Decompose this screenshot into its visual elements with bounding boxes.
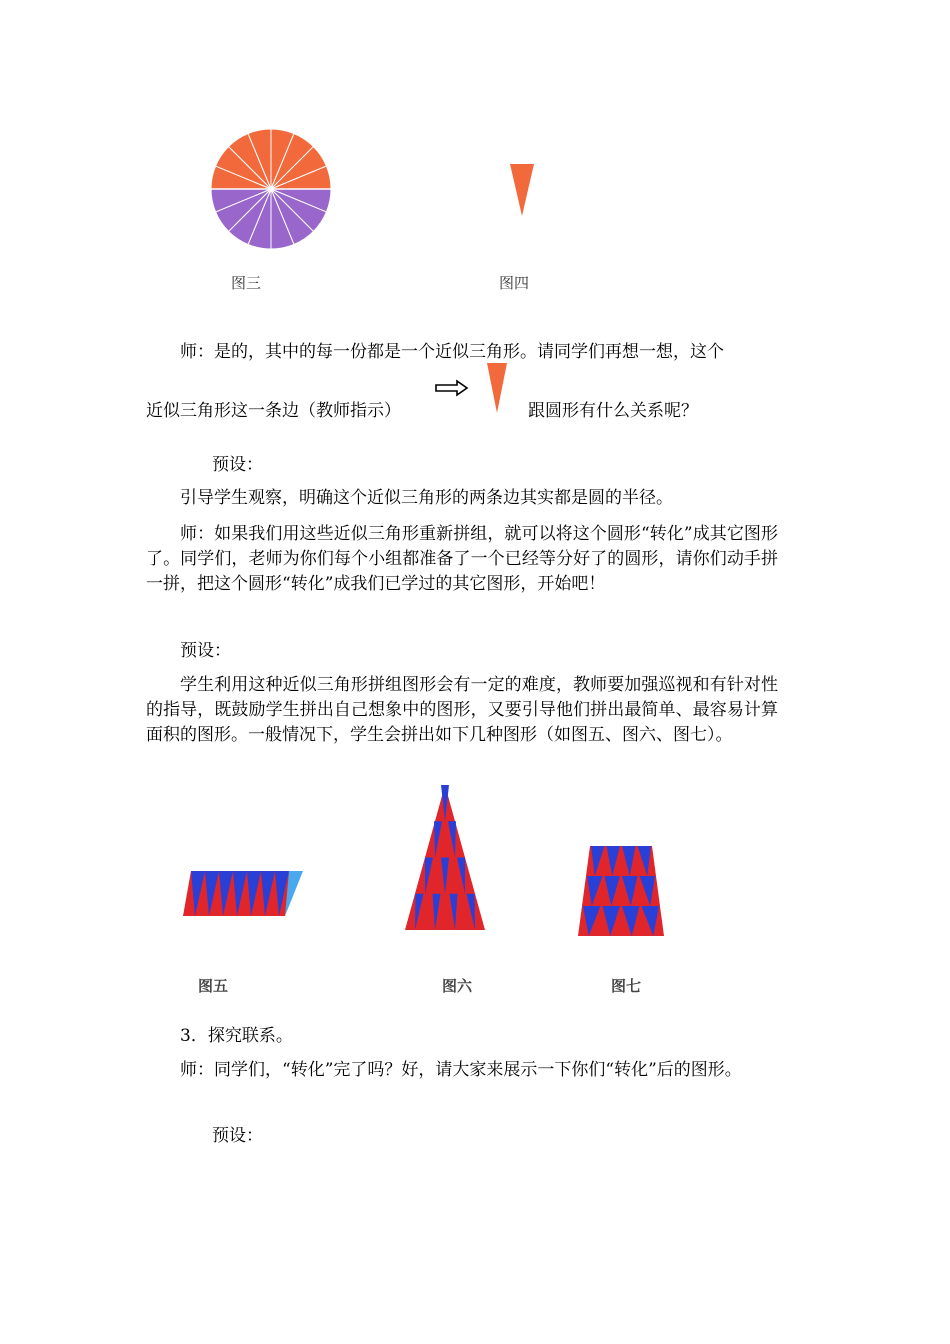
preset-label-1: 预设： [212,455,263,475]
preset-label-2: 预设： [180,641,231,661]
figure-6-caption: 图六 [442,977,473,995]
paragraph-student-assembly: 学生利用这种近似三角形拼组图形会有一定的难度，教师要加强巡视和有针对性的指导，既鼓励学生拼出自己想象中的图形，又要引导他们拼出最简单、最容易计算面积的图形。一般情况下，学生会拼出如下几种图形（如图五、图六、图七）。 [146,675,778,745]
figure-6-triangle [404,784,486,932]
paragraph-teacher-show: 师：同学们，“转化”完了吗？好，请大家来展示一下你们“转化”后的图形。 [180,1060,742,1080]
figure-7-caption: 图七 [611,977,642,995]
section-3-heading: 3．探究联系。 [180,1026,293,1046]
paragraph-teacher-regroup: 师：如果我们用这些近似三角形重新拼组，就可以将这个圆形“转化”成其它图形了。同学们，老师为你们每个小组都准备了一个已经等分好了的圆形，请你们动手拼一拼，把这个圆形“转化”成我们已学过的其它图形，开始吧！ [146,524,778,594]
paragraph-edge-question-right: 跟圆形有什么关系呢？ [528,401,698,421]
figure-4-sector [508,160,538,220]
paragraph-guide-observe: 引导学生观察，明确这个近似三角形的两条边其实都是圆的半径。 [180,488,673,508]
paragraph-edge-question-left: 近似三角形这一条边（教师指示） [146,401,401,421]
sector-pointer-icon [485,361,511,415]
figure-3-divided-circle [210,128,332,250]
figure-3-caption: 图三 [231,274,262,292]
right-arrow-icon [435,380,469,396]
sector-shape [510,164,534,216]
figure-4-caption: 图四 [499,274,530,292]
figure-7-trapezoid [576,842,666,938]
figure-5-caption: 图五 [198,977,229,995]
preset-label-3: 预设： [212,1126,263,1146]
figure-5-parallelogram [179,870,293,918]
paragraph-teacher-triangle: 师：是的，其中的每一份都是一个近似三角形。请同学们再想一想，这个 [180,342,724,362]
